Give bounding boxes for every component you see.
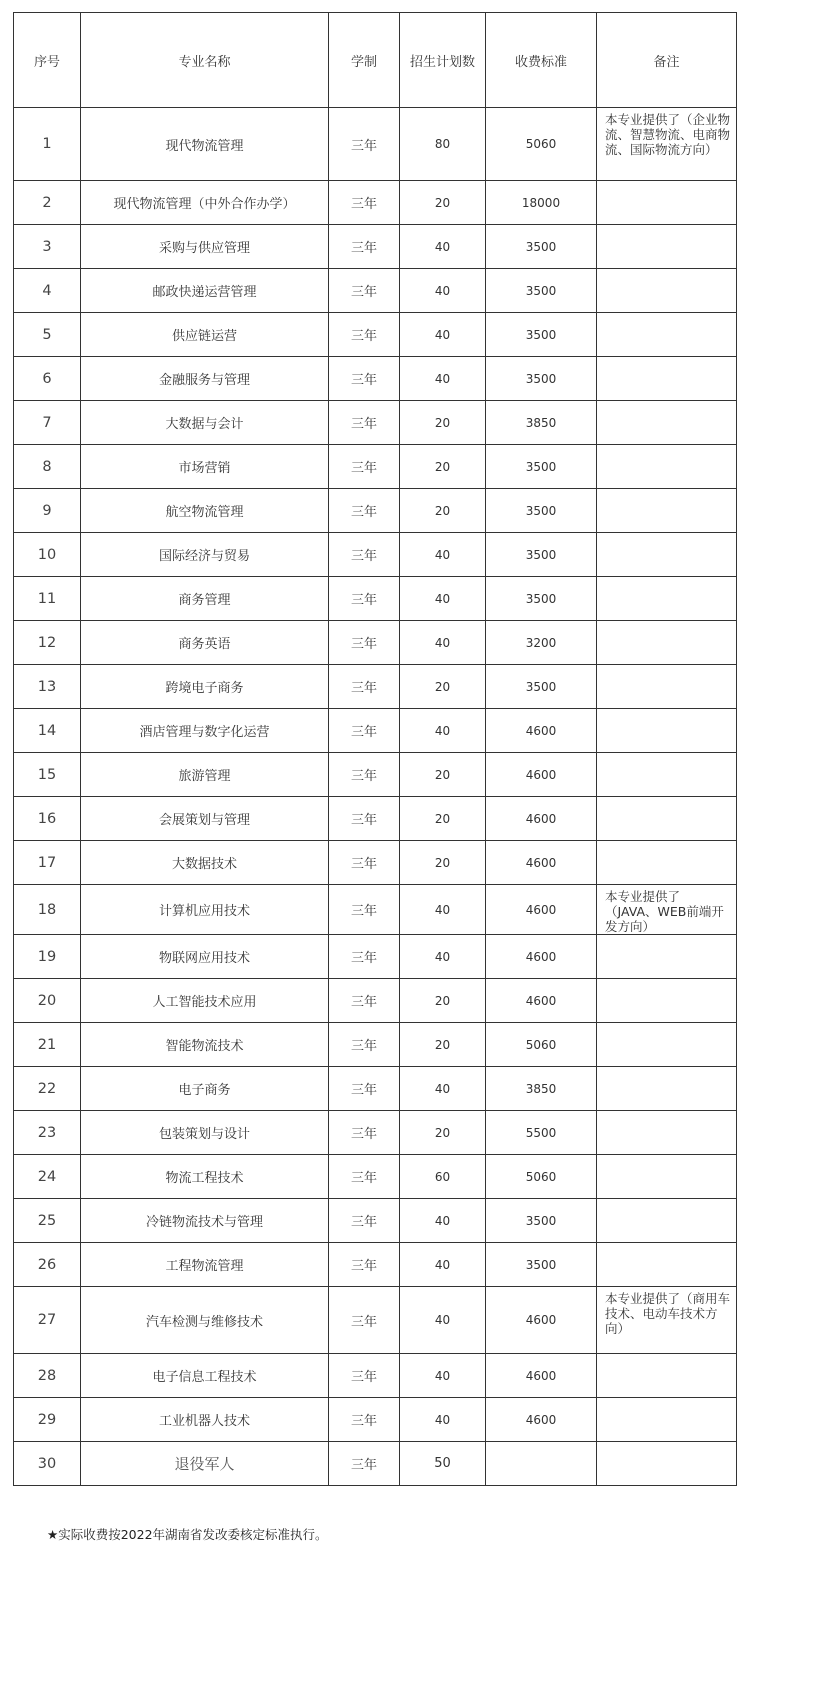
table-row (14, 621, 737, 665)
table-row (14, 269, 737, 313)
cell-plan: 40 (400, 1067, 486, 1111)
cell-note (597, 313, 737, 357)
cell-note (597, 357, 737, 401)
header-index: 序号 (14, 13, 81, 108)
cell-plan: 80 (400, 108, 486, 181)
cell-fee: 3500 (486, 225, 597, 269)
cell-major: 智能物流技术 (81, 1023, 329, 1067)
cell-duration: 三年 (329, 1354, 400, 1398)
cell-major: 物流工程技术 (81, 1155, 329, 1199)
cell-index: 10 (14, 533, 81, 577)
cell-major: 商务管理 (81, 577, 329, 621)
cell-plan: 40 (400, 621, 486, 665)
cell-index: 18 (14, 885, 81, 935)
footnote: ★实际收费按2022年湖南省发改委核定标准执行。 (47, 1527, 328, 1542)
cell-note (597, 489, 737, 533)
cell-fee: 3500 (486, 489, 597, 533)
cell-plan: 50 (400, 1442, 486, 1486)
cell-duration: 三年 (329, 1243, 400, 1287)
table-row (14, 445, 737, 489)
cell-index: 6 (14, 357, 81, 401)
cell-fee: 3500 (486, 533, 597, 577)
cell-duration: 三年 (329, 1199, 400, 1243)
cell-fee (486, 1442, 597, 1486)
header-note: 备注 (597, 13, 737, 108)
cell-note (597, 401, 737, 445)
cell-major: 冷链物流技术与管理 (81, 1199, 329, 1243)
cell-fee: 5500 (486, 1111, 597, 1155)
cell-duration: 三年 (329, 1155, 400, 1199)
cell-major: 金融服务与管理 (81, 357, 329, 401)
cell-note (597, 181, 737, 225)
cell-duration: 三年 (329, 1398, 400, 1442)
table-row (14, 357, 737, 401)
cell-major: 跨境电子商务 (81, 665, 329, 709)
cell-plan: 20 (400, 1111, 486, 1155)
cell-major: 旅游管理 (81, 753, 329, 797)
cell-duration: 三年 (329, 489, 400, 533)
cell-note (597, 1243, 737, 1287)
cell-fee: 18000 (486, 181, 597, 225)
cell-index: 4 (14, 269, 81, 313)
header-fee: 收费标准 (486, 13, 597, 108)
cell-note (597, 841, 737, 885)
cell-duration: 三年 (329, 1067, 400, 1111)
cell-note (597, 935, 737, 979)
cell-plan: 40 (400, 1199, 486, 1243)
cell-note: 本专业提供了（企业物流、智慧物流、电商物流、国际物流方向） (597, 108, 737, 181)
cell-plan: 60 (400, 1155, 486, 1199)
cell-fee: 4600 (486, 1354, 597, 1398)
cell-plan: 20 (400, 797, 486, 841)
cell-duration: 三年 (329, 753, 400, 797)
table-row (14, 709, 737, 753)
cell-index: 3 (14, 225, 81, 269)
cell-major: 现代物流管理 (81, 108, 329, 181)
cell-note (597, 1023, 737, 1067)
cell-plan: 40 (400, 709, 486, 753)
cell-fee: 4600 (486, 753, 597, 797)
cell-duration: 三年 (329, 269, 400, 313)
enrollment-table-container (13, 12, 736, 1486)
cell-fee: 3500 (486, 357, 597, 401)
cell-major: 人工智能技术应用 (81, 979, 329, 1023)
cell-index: 13 (14, 665, 81, 709)
cell-note: 本专业提供了（商用车技术、电动车技术方向） (597, 1287, 737, 1354)
cell-plan: 40 (400, 935, 486, 979)
cell-major: 电子信息工程技术 (81, 1354, 329, 1398)
cell-fee: 4600 (486, 1398, 597, 1442)
cell-major: 会展策划与管理 (81, 797, 329, 841)
table-row (14, 665, 737, 709)
table-row (14, 313, 737, 357)
table-row (14, 979, 737, 1023)
cell-major: 电子商务 (81, 1067, 329, 1111)
cell-note (597, 225, 737, 269)
cell-note (597, 1155, 737, 1199)
cell-duration: 三年 (329, 1111, 400, 1155)
cell-index: 14 (14, 709, 81, 753)
table-row (14, 1354, 737, 1398)
cell-duration: 三年 (329, 533, 400, 577)
cell-duration: 三年 (329, 979, 400, 1023)
cell-index: 22 (14, 1067, 81, 1111)
cell-duration: 三年 (329, 181, 400, 225)
cell-major: 计算机应用技术 (81, 885, 329, 935)
table-row (14, 1023, 737, 1067)
cell-index: 20 (14, 979, 81, 1023)
table-body (14, 108, 737, 1486)
cell-duration: 三年 (329, 108, 400, 181)
cell-note (597, 1111, 737, 1155)
table-row (14, 753, 737, 797)
cell-major: 汽车检测与维修技术 (81, 1287, 329, 1354)
table-row (14, 401, 737, 445)
cell-major: 航空物流管理 (81, 489, 329, 533)
cell-duration: 三年 (329, 935, 400, 979)
cell-note (597, 1067, 737, 1111)
cell-plan: 40 (400, 885, 486, 935)
cell-index: 11 (14, 577, 81, 621)
cell-fee: 4600 (486, 1287, 597, 1354)
cell-duration: 三年 (329, 445, 400, 489)
cell-major: 现代物流管理（中外合作办学） (81, 181, 329, 225)
cell-fee: 5060 (486, 1155, 597, 1199)
cell-index: 23 (14, 1111, 81, 1155)
cell-note (597, 1354, 737, 1398)
cell-index: 12 (14, 621, 81, 665)
enrollment-table (13, 12, 737, 1486)
table-row (14, 935, 737, 979)
cell-duration: 三年 (329, 1442, 400, 1486)
cell-major: 物联网应用技术 (81, 935, 329, 979)
cell-fee: 3500 (486, 665, 597, 709)
cell-index: 29 (14, 1398, 81, 1442)
cell-index: 7 (14, 401, 81, 445)
cell-fee: 4600 (486, 797, 597, 841)
cell-plan: 20 (400, 489, 486, 533)
cell-index: 24 (14, 1155, 81, 1199)
cell-index: 2 (14, 181, 81, 225)
cell-plan: 20 (400, 1023, 486, 1067)
cell-fee: 3500 (486, 269, 597, 313)
cell-fee: 4600 (486, 935, 597, 979)
cell-note (597, 269, 737, 313)
cell-plan: 40 (400, 533, 486, 577)
cell-index: 15 (14, 753, 81, 797)
cell-index: 8 (14, 445, 81, 489)
cell-duration: 三年 (329, 313, 400, 357)
table-row (14, 841, 737, 885)
cell-fee: 4600 (486, 709, 597, 753)
cell-index: 21 (14, 1023, 81, 1067)
cell-major: 国际经济与贸易 (81, 533, 329, 577)
header-plan: 招生计划数 (400, 13, 486, 108)
cell-duration: 三年 (329, 885, 400, 935)
table-row (14, 533, 737, 577)
cell-note (597, 621, 737, 665)
table-row (14, 797, 737, 841)
cell-major: 商务英语 (81, 621, 329, 665)
cell-plan: 40 (400, 357, 486, 401)
cell-fee: 3500 (486, 1199, 597, 1243)
cell-plan: 40 (400, 313, 486, 357)
cell-fee: 3500 (486, 445, 597, 489)
cell-major: 工程物流管理 (81, 1243, 329, 1287)
cell-fee: 5060 (486, 1023, 597, 1067)
cell-major: 工业机器人技术 (81, 1398, 329, 1442)
cell-duration: 三年 (329, 797, 400, 841)
table-row (14, 1111, 737, 1155)
header-major: 专业名称 (81, 13, 329, 108)
cell-plan: 20 (400, 841, 486, 885)
cell-index: 25 (14, 1199, 81, 1243)
cell-index: 5 (14, 313, 81, 357)
table-row (14, 577, 737, 621)
cell-index: 26 (14, 1243, 81, 1287)
cell-fee: 3200 (486, 621, 597, 665)
cell-major: 包装策划与设计 (81, 1111, 329, 1155)
table-row (14, 1398, 737, 1442)
cell-major: 供应链运营 (81, 313, 329, 357)
header-duration: 学制 (329, 13, 400, 108)
table-row (14, 1442, 737, 1486)
cell-fee: 3850 (486, 401, 597, 445)
cell-fee: 3500 (486, 1243, 597, 1287)
cell-major: 大数据与会计 (81, 401, 329, 445)
cell-plan: 20 (400, 401, 486, 445)
cell-plan: 40 (400, 225, 486, 269)
cell-index: 28 (14, 1354, 81, 1398)
cell-major: 邮政快递运营管理 (81, 269, 329, 313)
cell-plan: 20 (400, 665, 486, 709)
cell-plan: 40 (400, 269, 486, 313)
cell-major: 退役军人 (81, 1442, 329, 1486)
table-header-row (14, 13, 737, 108)
cell-note (597, 979, 737, 1023)
cell-fee: 3850 (486, 1067, 597, 1111)
cell-duration: 三年 (329, 577, 400, 621)
cell-fee: 5060 (486, 108, 597, 181)
cell-index: 9 (14, 489, 81, 533)
cell-major: 酒店管理与数字化运营 (81, 709, 329, 753)
cell-index: 27 (14, 1287, 81, 1354)
table-row (14, 1199, 737, 1243)
table-row (14, 885, 737, 935)
cell-major: 市场营销 (81, 445, 329, 489)
cell-plan: 40 (400, 1287, 486, 1354)
cell-index: 17 (14, 841, 81, 885)
table-row (14, 181, 737, 225)
cell-index: 16 (14, 797, 81, 841)
cell-plan: 20 (400, 753, 486, 797)
cell-plan: 40 (400, 577, 486, 621)
cell-note (597, 753, 737, 797)
cell-fee: 4600 (486, 841, 597, 885)
cell-plan: 40 (400, 1398, 486, 1442)
cell-note (597, 445, 737, 489)
cell-plan: 40 (400, 1354, 486, 1398)
cell-index: 19 (14, 935, 81, 979)
cell-plan: 20 (400, 445, 486, 489)
table-row (14, 108, 737, 181)
cell-fee: 3500 (486, 313, 597, 357)
table-row (14, 1155, 737, 1199)
cell-note (597, 797, 737, 841)
cell-duration: 三年 (329, 621, 400, 665)
cell-major: 采购与供应管理 (81, 225, 329, 269)
cell-plan: 20 (400, 979, 486, 1023)
cell-duration: 三年 (329, 357, 400, 401)
cell-index: 30 (14, 1442, 81, 1486)
cell-fee: 3500 (486, 577, 597, 621)
table-row (14, 1067, 737, 1111)
cell-duration: 三年 (329, 1023, 400, 1067)
cell-fee: 4600 (486, 979, 597, 1023)
table-row (14, 1287, 737, 1354)
cell-duration: 三年 (329, 401, 400, 445)
cell-note (597, 1398, 737, 1442)
cell-plan: 20 (400, 181, 486, 225)
table-row (14, 1243, 737, 1287)
cell-fee: 4600 (486, 885, 597, 935)
cell-note: 本专业提供了（JAVA、WEB前端开发方向） (597, 885, 737, 935)
cell-major: 大数据技术 (81, 841, 329, 885)
table-row (14, 225, 737, 269)
cell-duration: 三年 (329, 225, 400, 269)
cell-index: 1 (14, 108, 81, 181)
cell-note (597, 1442, 737, 1486)
cell-duration: 三年 (329, 1287, 400, 1354)
cell-note (597, 1199, 737, 1243)
table-row (14, 489, 737, 533)
cell-note (597, 533, 737, 577)
cell-note (597, 577, 737, 621)
cell-duration: 三年 (329, 841, 400, 885)
cell-duration: 三年 (329, 665, 400, 709)
cell-note (597, 665, 737, 709)
cell-plan: 40 (400, 1243, 486, 1287)
cell-duration: 三年 (329, 709, 400, 753)
cell-note (597, 709, 737, 753)
